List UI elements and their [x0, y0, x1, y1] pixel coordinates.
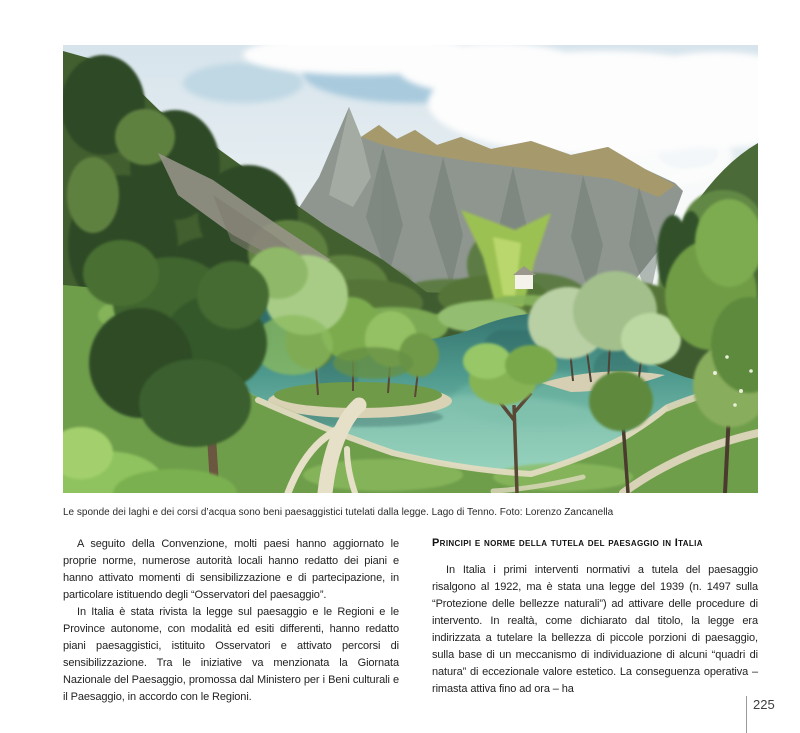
paragraph: A seguito della Convenzione, molti paesi hanno aggiornato le proprie norme, numerose autorità locali hanno redatto dei piani e hanno attivato momenti di sensibilizzazione e di partecipazione, in particolare istituendo degli “Osservatori del paesaggio”. — [63, 538, 399, 601]
paragraph: In Italia è stata rivista la legge sul paesaggio e le Regioni e le Province autonome, con modalità ed esiti differenti, hanno redatto piani paesaggistici, istituito Osservatori e attivato percorsi di sensibilizzazione. Tra le iniziative va menzionata la Giornata Nazionale del Paesaggio, promossa dal Ministero per i Beni culturali e il Paesaggio, in accordo con le Regioni. — [63, 606, 399, 703]
text-columns — [63, 536, 758, 706]
right-column — [432, 536, 758, 706]
paragraph: In Italia i primi interventi normativi a tutela del paesaggio risalgono al 1922, ma è stata una legge del 1939 (n. 1497 sulla “Protezione delle bellezze naturali”) ad attivare delle procedure di intervento. In realtà, come dichiarato dal titolo, la legge era indirizzata a tutelare la bellezza di piccole porzioni di paesaggio, sulla base di un meccanismo di individuazione di alcuni “quadri di natura” di eccezionale valore estetico. La conseguenza operativa – rimasta attiva fino ad ora – ha — [432, 564, 758, 695]
lake-photo — [63, 45, 758, 493]
page-number: 225 — [753, 697, 775, 712]
section-heading: Principi e norme della tutela del paesaggio in Italia — [432, 537, 703, 549]
page-number-rule — [746, 696, 747, 733]
lake-photo-canvas — [63, 45, 758, 493]
left-column — [63, 536, 399, 706]
photo-caption: Le sponde dei laghi e dei corsi d’acqua sono beni paesaggistici tutelati dalla legge. Lago di Tenno. Foto: Lorenzo Zancanella — [63, 507, 614, 518]
